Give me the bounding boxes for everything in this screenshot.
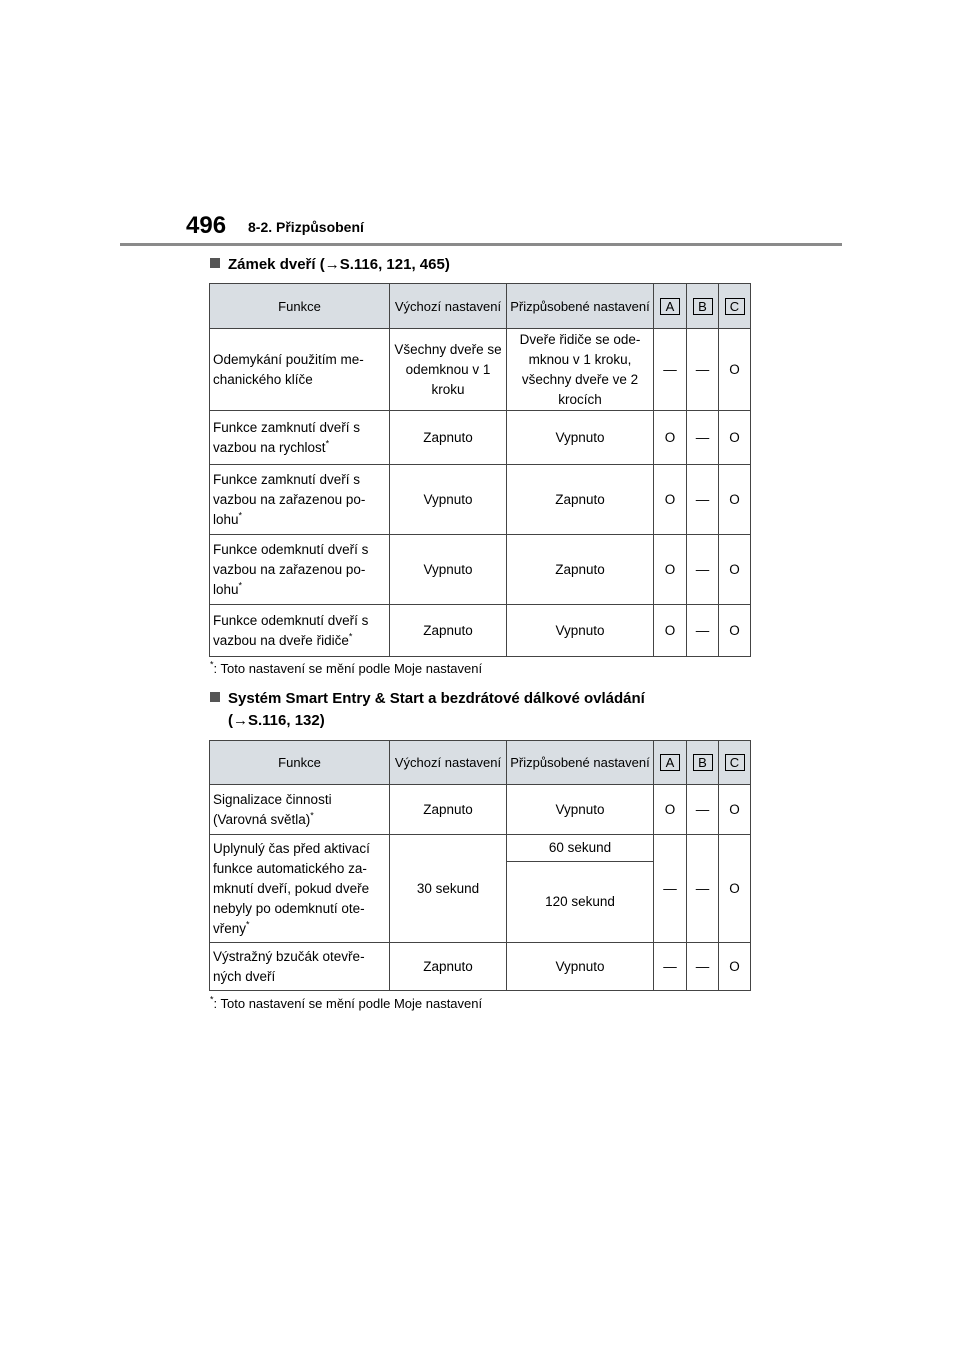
- footnote: *: Toto nastavení se mění podle Moje nastavení: [210, 994, 483, 1011]
- table-row: Funkce odemknutí dveří s vazbou na zařazenou po-lohu* Vypnuto Zapnuto O — O: [210, 535, 751, 605]
- header-rule: [120, 243, 842, 246]
- col-header-b: B: [693, 754, 713, 771]
- table-row: Uplynulý čas před aktivací funkce automatického za-mknutí dveří, pokud dveře nebyly po odemknutí ote-vřeny* 30 sekund 60 sekund — — O: [210, 835, 751, 862]
- section2-heading: Systém Smart Entry & Start a bezdrátové dálkové ovládání (→S.116, 132): [210, 688, 645, 732]
- col-header-a: A: [660, 298, 680, 315]
- footnote: *: Toto nastavení se mění podle Moje nastavení: [210, 659, 483, 676]
- arrow-icon: →: [233, 712, 248, 729]
- col-header-custom: Přizpůsobené nastavení: [507, 284, 654, 329]
- col-header-default: Výchozí nastavení: [390, 284, 507, 329]
- table-header-row: [210, 741, 751, 785]
- arrow-icon: →: [324, 256, 340, 273]
- col-header-function: Funkce: [210, 284, 390, 329]
- table-row: Funkce zamknutí dveří s vazbou na rychlost* Zapnuto Vypnuto O — O: [210, 411, 751, 465]
- table-row: Odemykání použitím me-chanického klíče Všechny dveře se odemknou v 1 kroku Dveře řidiče se ode-mknou v 1 kroku, všechny dveře ve 2 krocích — — O: [210, 329, 751, 411]
- col-header-c: C: [725, 298, 745, 315]
- col-header-custom: Přizpůsobené nastavení: [507, 741, 654, 785]
- col-header-b: B: [693, 298, 713, 315]
- table-row: Funkce zamknutí dveří s vazbou na zařazenou po-lohu* Vypnuto Zapnuto O — O: [210, 465, 751, 535]
- table-row: Funkce odemknutí dveří s vazbou na dveře řidiče* Zapnuto Vypnuto O — O: [210, 605, 751, 657]
- table-row: Výstražný bzučák otevře-ných dveří Zapnuto Vypnuto — — O: [210, 943, 751, 991]
- smart-entry-table: Funkce Výchozí nastavení Přizpůsobené nastavení A B C Signalizace činnosti (Varovná světla)* Zapnuto Vypnuto O — O Uplynulý čas před aktivací funkce automatického za-mknutí dveří, pokud dveře nebyly po odemknutí ote-vřeny* 30 sekund 60 sekund — — O 120 sekund Výstražný bzučák otevře-ných dveří Zapnuto Vypnuto — — O: [209, 740, 751, 991]
- table-row: Signalizace činnosti (Varovná světla)* Zapnuto Vypnuto O — O: [210, 785, 751, 835]
- section1-heading: Zámek dveří (→S.116, 121, 465): [210, 254, 450, 276]
- col-header-default: Výchozí nastavení: [390, 741, 507, 785]
- door-lock-table: [209, 283, 751, 657]
- page-number: 496: [186, 212, 227, 239]
- square-bullet-icon: [210, 258, 220, 268]
- col-header-c: C: [725, 754, 745, 771]
- col-header-function: Funkce: [210, 741, 390, 785]
- col-header-a: A: [660, 754, 680, 771]
- table-header-row: [210, 284, 751, 329]
- square-bullet-icon: [210, 692, 220, 702]
- section-title: 8-2. Přizpůsobení: [248, 219, 364, 235]
